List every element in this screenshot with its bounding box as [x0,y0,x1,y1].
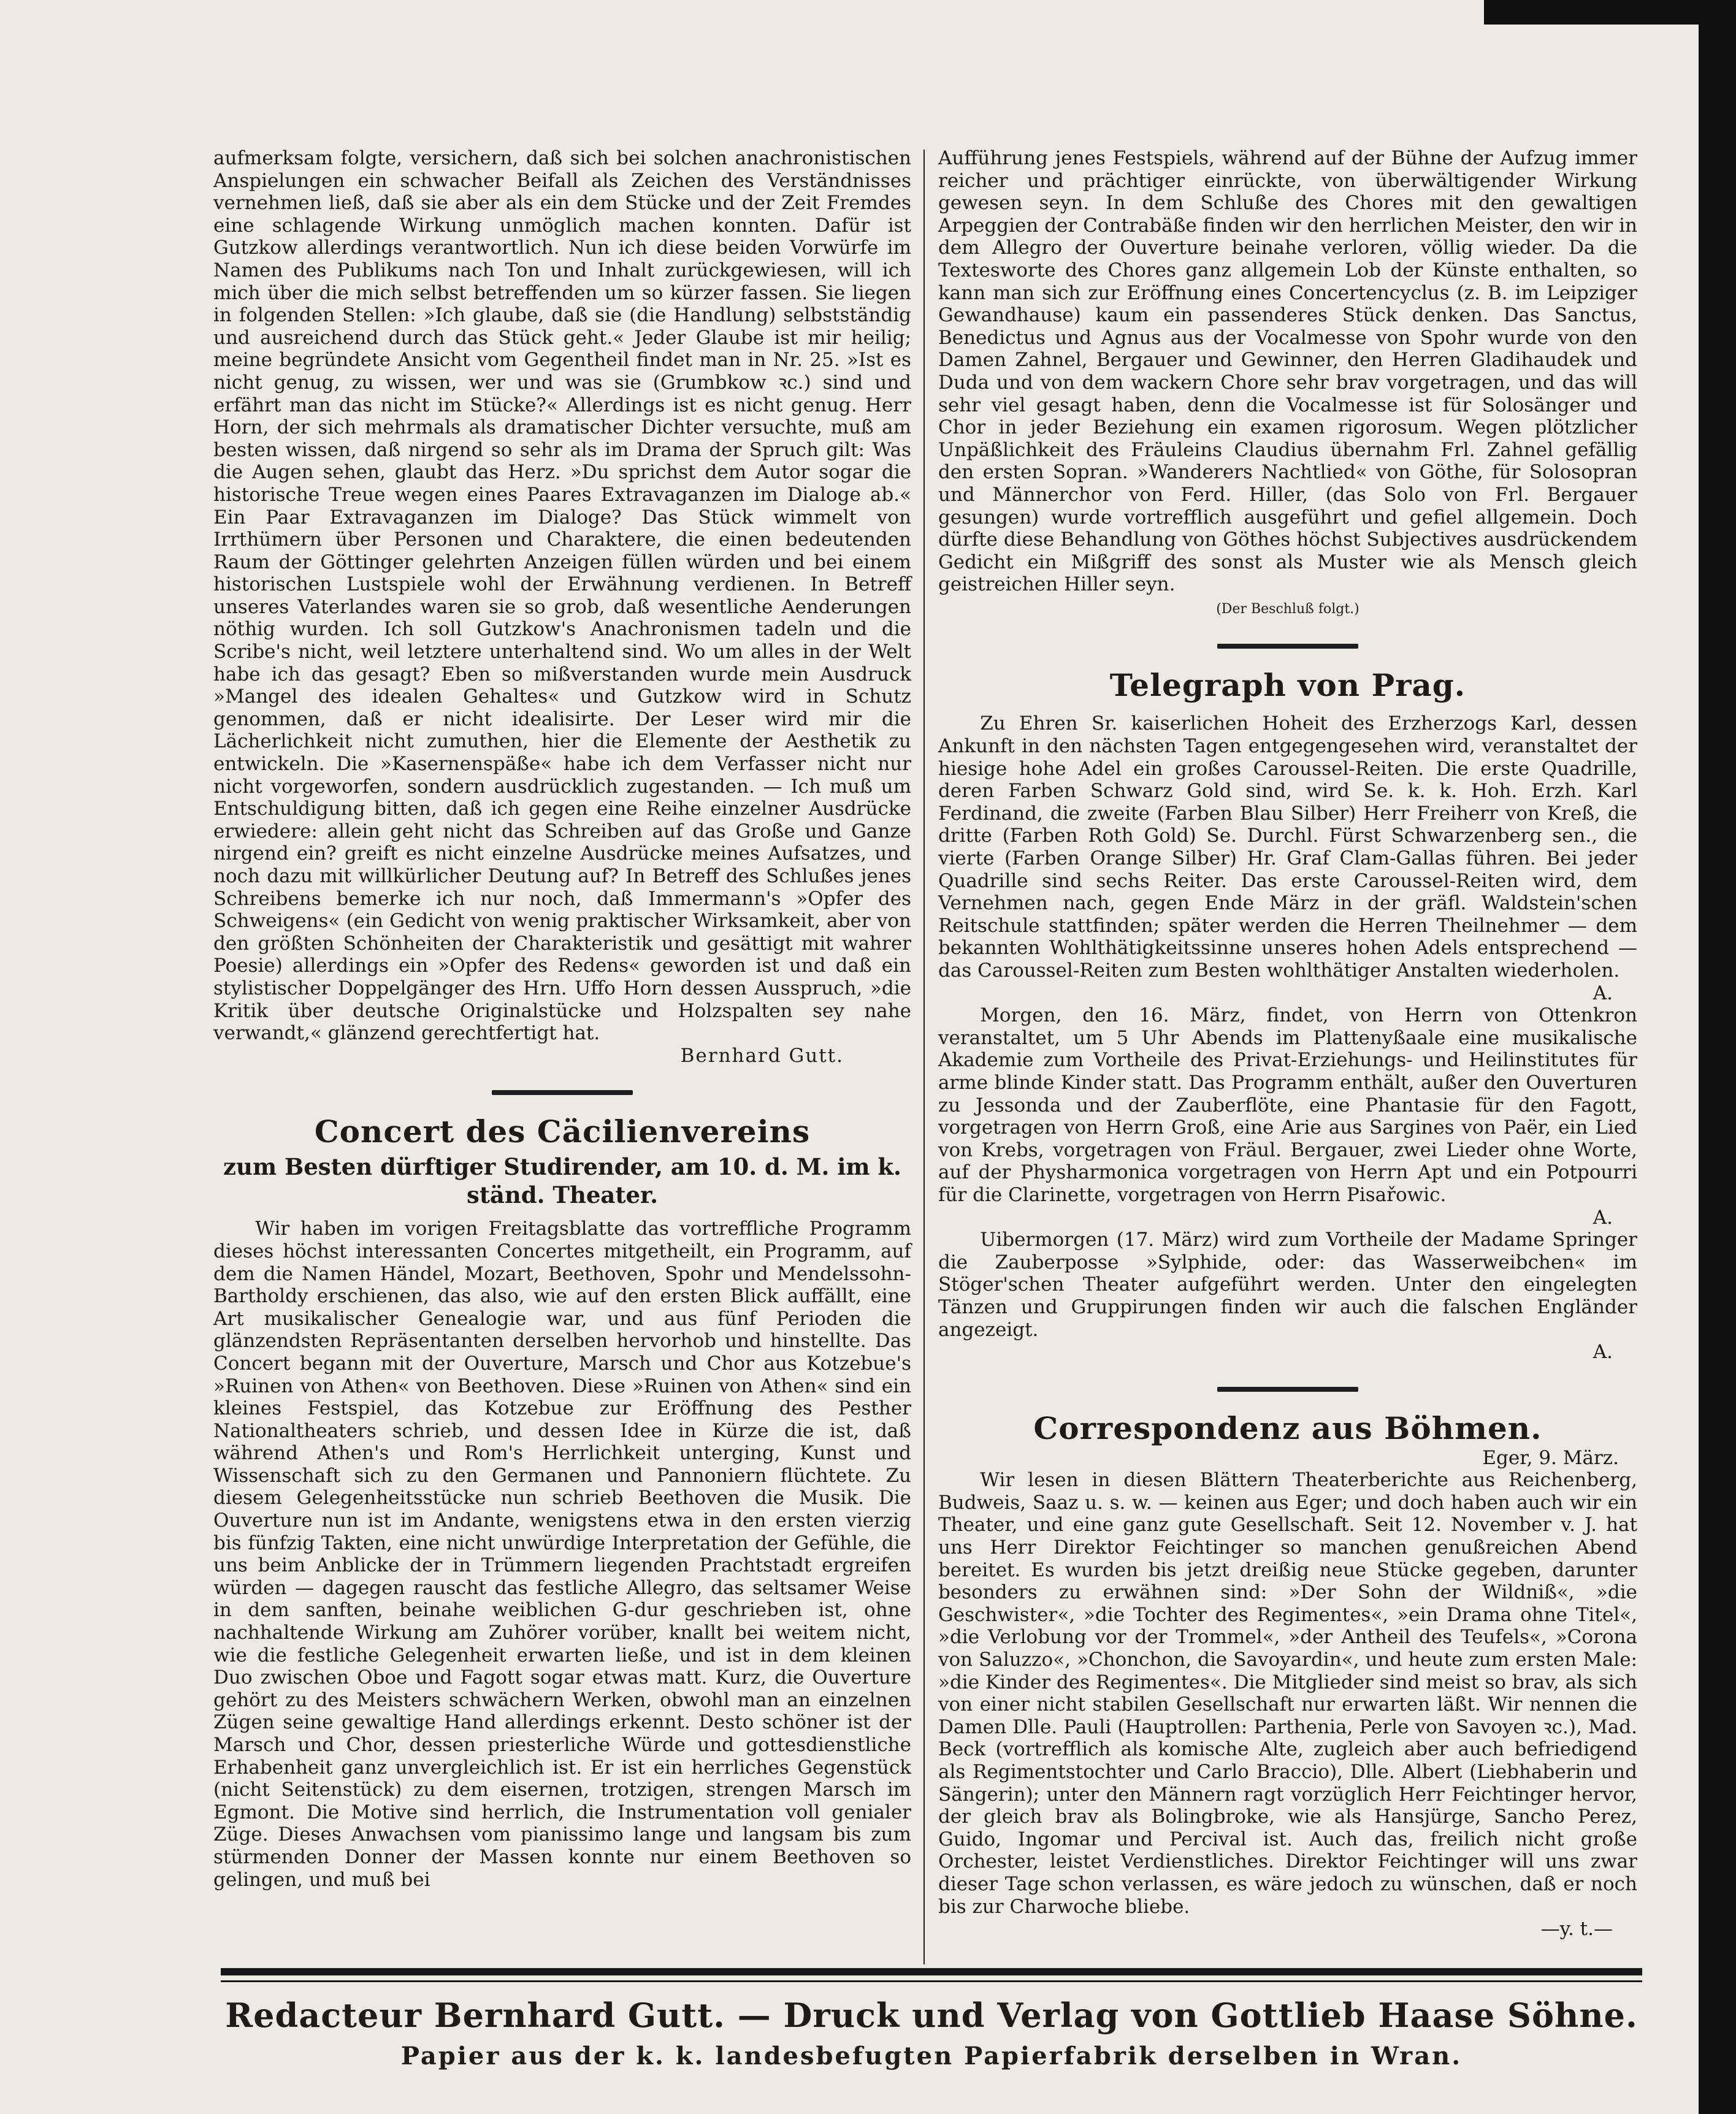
footer-rule [221,1968,1642,1975]
correspondence-signature: —y. t.— [1540,1918,1613,1940]
telegraph-item: Morgen, den 16. März, findet, von Herrn von Ottenkron veranstaltet, um 5 Uhr Abends im Plattenyßaale eine musikalische Akademie zum Vortheile des Privat-Erziehungs- und Heilinstitutes für arme blinde Kinder statt. Das Programm enthält, außer den Ouverturen zu Jessonda und der Zauberflöte, eine Phantasie für den Fagott, vorgetragen von Herrn Groß, eine Arie aus Sargines von Paër, ein Lied von Krebs, vorgetragen von Fräul. Bergauer, zwei Lieder ohne Worte, auf der Physharmonica vorgetragen von Herrn Apt und ein Potpourri für die Clarinette, vorgetragen von Herrn Pisařowic. [938,1004,1637,1206]
correspondence-dateline: Eger, 9. März. [1482,1446,1619,1469]
telegraph-item: Zu Ehren Sr. kaiserlichen Hoheit des Erzherzogs Karl, dessen Ankunft in den nächsten Tagen entgegengesehen wird, veranstaltet der hiesige hohe Adel ein großes Caroussel-Reiten. Die erste Quadrille, deren Farben Schwarz Gold sind, wird Se. k. k. Hoh. Erzh. Karl Ferdinand, die zweite (Farben Blau Silber) Herr Freiherr von Kreß, die dritte (Farben Roth Gold) Se. Durchl. Fürst Schwarzenberg sen., die vierte (Farben Orange Silber) Hr. Graf Clam-Gallas führen. Bei jeder Quadrille sind sechs Reiter. Das erste Caroussel-Reiten wird, dem Vernehmen nach, gegen Ende März in der gräfl. Waldstein'schen Reitschule stattfinden; später werden die Herren Theilnehmer — dem bekannten Wohlthätigkeitssinne unseres hohen Adels entsprechend — das Caroussel-Reiten zum Besten wohlthätiger Anstalten wiederholen. [938,712,1637,982]
telegraph-signature: A. [1593,1206,1613,1229]
article-continuation-text: aufmerksam folgte, versichern, daß sich bei solchen anachronistischen Anspielungen ein schwacher Beifall als Zeichen des Verständnisses vernehmen ließ, daß sie aber als ein dem Stücke und der Zeit Fremdes eine schlagende Wirkung unmöglich machen konnten. Dafür ist Gutzkow allerdings verantwortlich. Nun ich diese beiden Vorwürfe im Namen des Publikums nach Ton und Inhalt zurückgewiesen, will ich mich über die mich selbst betreffenden um so kürzer fassen. Sie liegen in folgenden Stellen: »Ich glaube, daß sie (die Handlung) selbstständig und ausreichend durch das Stück geht.« Jeder Glaube ist mir heilig; meine begründete Ansicht vom Gegentheil findet man in Nr. 25. »Ist es nicht genug, zu wissen, wer und was sie (Grumbkow ꝛc.) sind und erfährt man das nicht im Stücke?« Allerdings ist es nicht genug. Herr Horn, der sich mehrmals als dramatischer Dichter versuchte, muß am besten wissen, daß nirgend so sehr als im Drama der Spruch gilt: Was die Augen sehen, glaubt das Herz. »Du sprichst dem Autor sogar die historische Treue wegen eines Paares Extravaganzen im Dialoge ab.« Ein Paar Extravaganzen im Dialoge? Das Stück wimmelt von Irrthümern über Personen und Charaktere, die einen bedeutenden Raum der Göttinger gelehrten Anzeigen füllen würden und bei einem historischen Lustspiele wohl der Erwähnung verdienen. In Betreff unseres Vaterlandes waren sie so grob, daß wesentliche Aenderungen nöthig wurden. Ich soll Gutzkow's Anachronismen tadeln und die Scribe's nicht, weil letztere unterhaltend sind. Wo um alles in der Welt habe ich das gesagt? Eben so mißverstanden wurde mein Ausdruck »Mangel des idealen Gehaltes« und Gutzkow wird in Schutz genommen, daß er nicht idealisirte. Der Leser wird mir die Lächerlichkeit nicht zumuthen, hier die Elemente der Aesthetik zu entwickeln. Die »Kasernenspäße« habe ich dem Verfasser nicht nur nicht vorgeworfen, sondern ausdrücklich zugestanden. — Ich muß um Entschuldigung bitten, daß ich gegen eine Reihe einzelner Ausdrücke erwiedere: allein geht nicht das Schreiben auf das Große und Ganze nirgend ein? greift es nicht einzelne Ausdrücke meines Aufsatzes, und noch dazu mit willkürlicher Deutung auf? In Betreff des Schlußes jenes Schreibens bemerke ich nur noch, daß Immermann's »Opfer des Schweigens« (ein Gedicht von wenig praktischer Wirksamkeit, aber von den größten Schönheiten der Charakteristik und gesättigt mit wahrer Poesie) allerdings ein »Opfer des Redens« geworden ist und daß ein stylistischer Doppelgänger des Hrn. Uffo Horn dessen Ausspruch, »die Kritik über deutsche Originalstücke und Holzspalten sey nahe verwandt,« glänzend gerechtfertigt hat. [213,147,911,1045]
telegraph-heading: Telegraph von Prag. [1109,667,1466,704]
section-divider [1217,644,1358,649]
right-column [938,147,1637,1940]
correspondence-text: Wir lesen in diesen Blättern Theaterberichte aus Reichenberg, Budweis, Saaz u. s. w. — keinen aus Eger; und doch haben auch wir ein Theater, und eine ganz gute Gesellschaft. Seit 12. November v. J. hat uns Herr Direktor Feichtinger so manchen genußreichen Abend bereitet. Es wurden bis jetzt dreißig neue Stücke gegeben, darunter besonders zu erwähnen sind: »Der Sohn der Wildniß«, »die Geschwister«, »die Tochter des Regimentes«, »ein Drama ohne Titel«, »die Verlobung vor der Trommel«, »der Antheil des Teufels«, »Corona von Saluzzo«, »Chonchon, die Savoyardin«, und heute zum ersten Male: »die Kinder des Regimentes«. Die Mitglieder sind meist so brav, als sich von einer nicht stabilen Gesellschaft nur erwarten läßt. Wir nennen die Damen Dlle. Pauli (Hauptrollen: Parthenia, Perle von Savoyen ꝛc.), Mad. Beck (vortrefflich als komische Alte, zugleich aber auch befriedigend als Regimentstochter und Carlo Braccio), Dlle. Albert (Liebhaberin und Sängerin); unter den Männern ragt vorzüglich Herr Feichtinger hervor, der gleich brav als Bolingbroke, wie als Hansjürge, Sancho Perez, Guido, Ingomar und Percival ist. Auch das, freilich nicht große Orchester, leistet Verdienstliches. Direktor Feichtinger will uns zwar dieser Tage schon verlassen, es wäre jedoch zu wünschen, daß er noch bis zur Charwoche bliebe. [938,1469,1637,1918]
section-divider [492,1090,633,1095]
left-column [213,147,911,1891]
concert-heading: Concert des Cäcilienvereins [314,1113,811,1150]
column-divider [923,150,925,1964]
telegraph-signature: A. [1593,1341,1613,1364]
section-divider [1217,1387,1358,1392]
imprint-line-editor: Redacteur Bernhard Gutt. — Druck und Verlag von Gottlieb Haase Söhne. [225,1996,1638,2035]
concert-text: Wir haben im vorigen Freitagsblatte das vortreffliche Programm dieses höchst interessanten Concertes mitgetheilt, ein Programm, auf dem die Namen Händel, Mozart, Beethoven, Spohr und Mendelssohn-Bartholdy erschienen, das also, wie auf den ersten Blick auffällt, eine Art musikalischer Genealogie war, und aus fünf Perioden die glänzendsten Repräsentanten derselben hervorhob und hinstellte. Das Concert begann mit der Ouverture, Marsch und Chor aus Kotzebue's »Ruinen von Athen« von Beethoven. Diese »Ruinen von Athen« sind ein kleines Festspiel, das Kotzebue zur Eröffnung des Pesther Nationaltheaters schrieb, und dessen Idee in Kürze die ist, daß während Athen's und Rom's Herrlichkeit unterging, Kunst und Wissenschaft sich zu den Germanen und Pannoniern flüchtete. Zu diesem Gelegenheitsstücke nun schrieb Beethoven die Musik. Die Ouverture nun ist im Andante, wenigstens etwa in den ersten vierzig bis fünfzig Takten, eine nicht unwürdige Interpretation der Gefühle, die uns beim Anblicke der in Trümmern liegenden Prachtstadt ergreifen würden — dagegen rauscht das festliche Allegro, das seltsamer Weise in dem sanften, beinahe weiblichen G-dur geschrieben ist, ohne nachhaltende Wirkung am Zuhörer vorüber, knallt bei weitem nicht, wie die festliche Gelegenheit erwarten ließe, und ist in dem kleinen Duo zwischen Oboe und Fagott sogar etwas matt. Kurz, die Ouverture gehört zu des Meisters schwächern Werken, obwohl man an einzelnen Zügen seine gewaltige Hand allerdings erkennt. Desto schöner ist der Marsch und Chor, dessen priesterliche Würde und gottesdienstliche Erhabenheit ganz unvergleichlich ist. Er ist ein herrliches Gegenstück (nicht Seitenstück) zu dem eisernen, trotzigen, strengen Marsch im Egmont. Die Motive sind herrlich, die Instrumentation voll genialer Züge. Dieses Anwachsen vom pianissimo lange und langsam bis zum stürmenden Donner der Massen konnte nur einem Beethoven so gelingen, und muß bei [213,1218,911,1891]
imprint-line-paper: Papier aus der k. k. landesbefugten Papierfabrik derselben in Wran. [400,2042,1463,2070]
author-signature: Bernhard Gutt. [680,1044,844,1067]
concert-subheading: zum Besten dürftiger Studirender, am 10. d. M. im k. ständ. Theater. [223,1153,901,1209]
correspondence-heading: Correspondenz aus Böhmen. [1033,1410,1542,1446]
continued-note: (Der Beschluß folgt.) [1216,601,1359,617]
telegraph-signature: A. [1593,982,1613,1004]
concert-continuation-text: Aufführung jenes Festspiels, während auf der Bühne der Aufzug immer reicher und prächtiger einrückte, von überwältigender Wirkung gewesen seyn. In dem Schluße des Chores mit den gewaltigen Arpeggien der Contrabäße finden wir den herrlichen Meister, den wir in dem Allegro der Ouverture beinahe verloren, völlig wieder. Da die Textesworte des Chores ganz allgemein Lob der Künste enthalten, so kann man sich zur Eröffnung eines Concertencyclus (z. B. im Leipziger Gewandhause) kaum ein passenderes Stück denken. Das Sanctus, Benedictus und Agnus aus der Vocalmesse von Spohr wurde von den Damen Zahnel, Bergauer und Gewinner, den Herren Gladihaudek und Duda und von dem wackern Chore sehr brav vorgetragen, und das will sehr viel gesagt haben, denn die Vocalmesse ist für Solosänger und Chor in jeder Beziehung ein examen rigorosum. Wegen plötzlicher Unpäßlichkeit des Fräuleins Claudius übernahm Frl. Zahnel gefällig den ersten Sopran. »Wanderers Nachtlied« von Göthe, für Solosopran und Männerchor von Ferd. Hiller, (das Solo von Frl. Bergauer gesungen) wurde vortrefflich ausgeführt und gefiel allgemein. Doch dürfte diese Behandlung von Göthes höchst Subjectives ausdrückendem Gedicht ein Mißgriff des sonst als Muster wie als Mensch gleich geistreichen Hiller seyn. [938,147,1637,596]
footer-rule-thin [221,1980,1642,1982]
scan-edge-right [1699,0,1736,2114]
telegraph-item: Uibermorgen (17. März) wird zum Vortheile der Madame Springer die Zauberposse »Sylphide, oder: das Wasserweibchen« im Stöger'schen Theater aufgeführt werden. Unter den eingelegten Tänzen und Gruppirungen finden wir auch die falschen Engländer angezeigt. [938,1229,1637,1341]
imprint-footer [221,1993,1642,2075]
